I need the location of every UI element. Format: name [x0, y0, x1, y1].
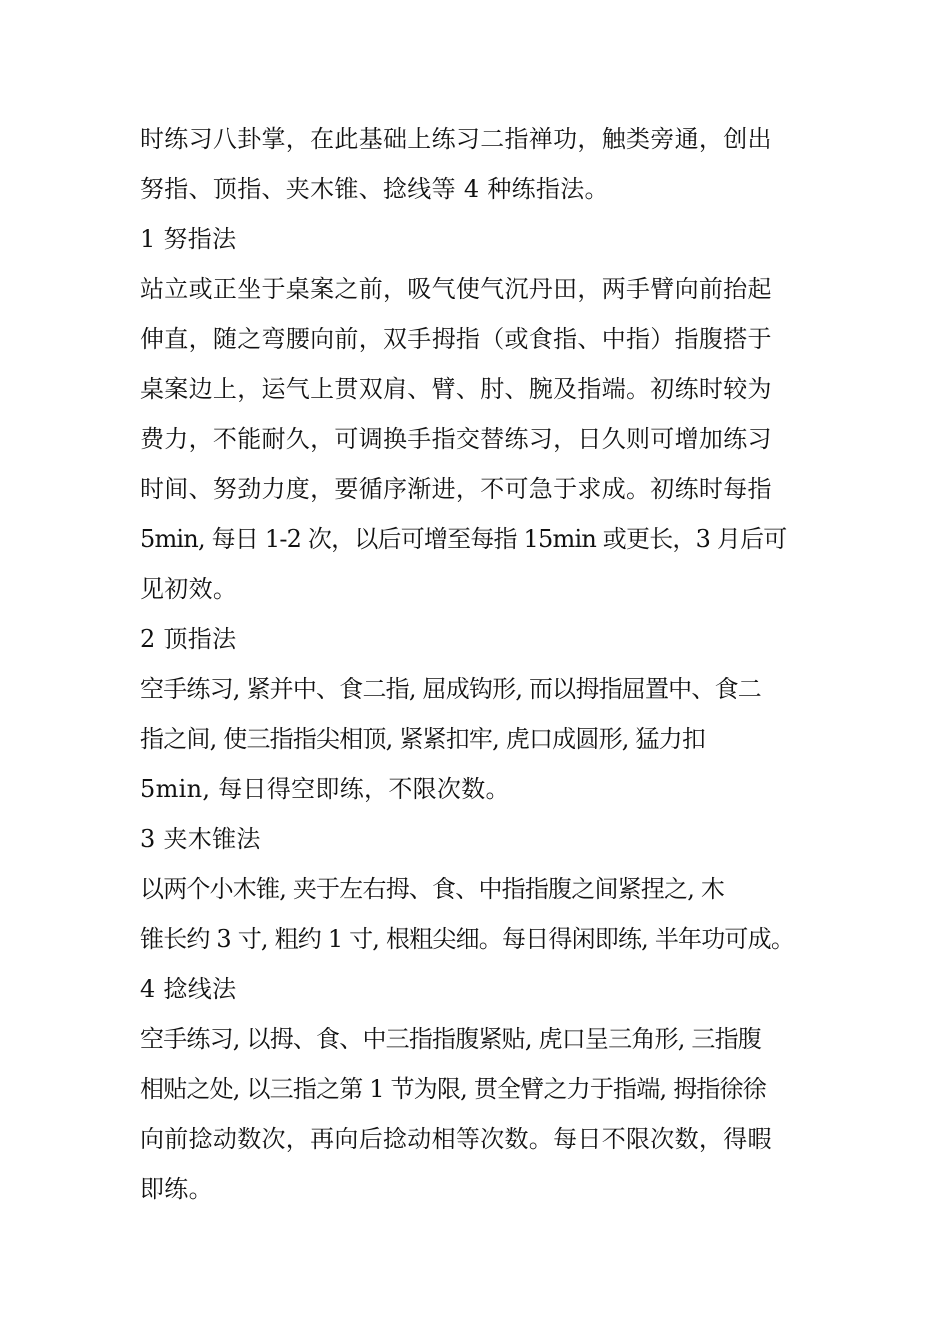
document-body [140, 114, 840, 1214]
paragraph-line: 时间、努劲力度，要循序渐进，不可急于求成。初练时每指 [140, 475, 772, 503]
section-heading-3: 3 夹木锥法 [140, 825, 261, 853]
paragraph-line: 站立或正坐于桌案之前，吸气使气沉丹田，两手臂向前抬起 [140, 275, 772, 303]
paragraph-line: 5min, 每日 1-2 次，以后可增至每指 15min 或更长，3 月后可 [140, 525, 787, 553]
paragraph-line: 努指、顶指、夹木锥、捻线等 4 种练指法。 [140, 175, 609, 203]
paragraph-line: 空手练习, 以拇、食、中三指指腹紧贴, 虎口呈三角形, 三指腹 [140, 1025, 761, 1053]
paragraph-line: 向前捻动数次，再向后捻动相等次数。每日不限次数，得暇 [140, 1125, 772, 1153]
paragraph-line: 锥长约 3 寸, 粗约 1 寸, 根粗尖细。每日得闲即练, 半年功可成。 [140, 925, 795, 953]
paragraph-line: 费力，不能耐久，可调换手指交替练习，日久则可增加练习 [140, 425, 772, 453]
paragraph-line: 时练习八卦掌，在此基础上练习二指禅功，触类旁通，创出 [140, 125, 772, 153]
paragraph-line: 桌案边上，运气上贯双肩、臂、肘、腕及指端。初练时较为 [140, 375, 772, 403]
paragraph-line: 以两个小木锥, 夹于左右拇、食、中指指腹之间紧捏之, 木 [140, 875, 725, 903]
section-heading-4: 4 捻线法 [140, 975, 237, 1003]
paragraph-line: 5min, 每日得空即练，不限次数。 [140, 775, 510, 803]
section-heading-1: 1 努指法 [140, 225, 237, 253]
paragraph-line: 即练。 [140, 1175, 213, 1203]
paragraph-line: 相贴之处, 以三指之第 1 节为限, 贯全臂之力于指端, 拇指徐徐 [140, 1075, 766, 1103]
paragraph-line: 伸直，随之弯腰向前，双手拇指（或食指、中指）指腹搭于 [140, 325, 772, 353]
paragraph-line: 指之间, 使三指指尖相顶, 紧紧扣牢, 虎口成圆形, 猛力扣 [140, 725, 706, 753]
section-heading-2: 2 顶指法 [140, 625, 237, 653]
paragraph-line: 见初效。 [140, 575, 238, 603]
paragraph-line: 空手练习, 紧并中、食二指, 屈成钩形, 而以拇指屈置中、食二 [140, 675, 761, 703]
